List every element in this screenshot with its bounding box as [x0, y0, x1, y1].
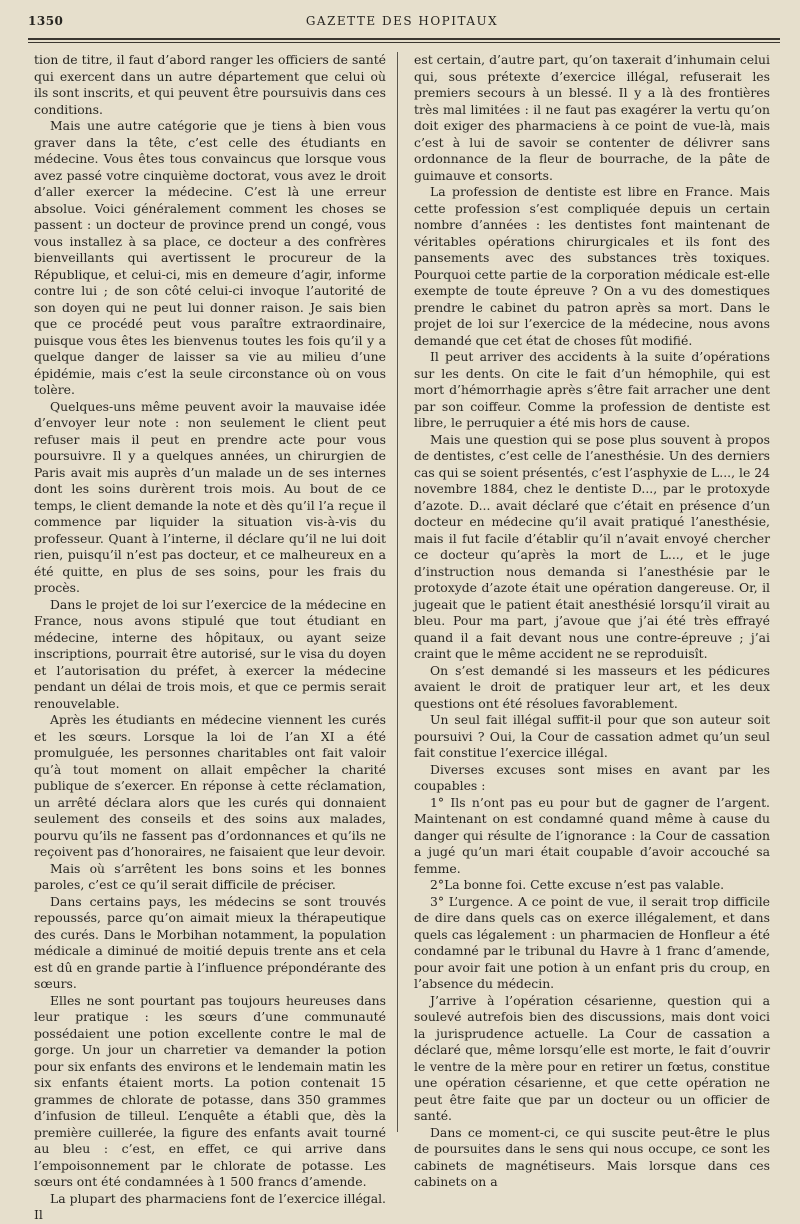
paragraph: Dans certains pays, les médecins se sont trouvés repoussés, parce qu’on aimait mieux la thérapeutique des curés. Dans le Morbihan notamment, la population médicale a diminué de moitié depuis trente ans et cela est dû en grande partie à l’influence prépondérante des sœurs. [34, 893, 386, 991]
paragraph: J’arrive à l’opération césarienne, question qui a soulevé autrefois bien des discussions, mais dont voici la jurisprudence actuelle. La Cour de cassation a déclaré que, même lorsqu’elle est morte, le fait d’ouvrir le ventre de la mère pour en retirer un fœtus, constitue une opération césarienne, et que cette opération ne peut être faite que par un docteur ou un officier de santé. [414, 992, 770, 1123]
paragraph: tion de titre, il faut d’abord ranger les officiers de santé qui exercent dans un autre département que celui où ils sont inscrits, et qui peuvent être poursuivis dans ces conditions. [34, 52, 386, 117]
publication-title: GAZETTE DES HOPITAUX [305, 14, 499, 28]
paragraph: Dans ce moment-ci, ce qui suscite peut-être le plus de poursuites dans le sens qui nous occupe, ce sont les cabinets de magnétiseurs. Mais lorsque dans ces cabinets on a [414, 1124, 770, 1189]
column-divider [397, 52, 398, 1132]
paragraph: Quelques-uns même peuvent avoir la mauvaise idée d’envoyer leur note : non seulement le client peut refuser mais il peut en prendre acte pour vous poursuivre. Il y a quelques années, un chirurgien de Paris avait mis auprès d’un malade un de ses internes dont les soins durèrent trois mois. Au bout de ce temps, le client demande la note et dès qu’il l’a reçue il commence par liquider la situation vis-à-vis du professeur. Quant à l’interne, il déclare qu’il ne lui doit rien, puisqu’il n’est pas docteur, et ce malheureux en a été quitte, en plus de ses soins, pour les frais du procès. [34, 398, 386, 595]
paragraph: 1° Ils n’ont pas eu pour but de gagner de l’argent. Maintenant on est condamné quand même à cause du danger qui résulte de l’ignorance : la Cour de cassation a jugé qu’un mari était coupable d’avoir accouché sa femme. [414, 794, 770, 876]
left-column [34, 52, 386, 1222]
paragraph: Elles ne sont pourtant pas toujours heureuses dans leur pratique : les sœurs d’une communauté possédaient une potion excellente contre le mal de gorge. Un jour un charretier va demander la potion pour six enfants des environs et le lendemain matin les six enfants étaient morts. La potion contenait 15 grammes de chlorate de potasse, dans 350 grammes d’infusion de tilleul. L’enquête a établi que, dès la première cuillerée, la figure des enfants avait tourné au bleu : c’est, en effet, ce qui arrive dans l’empoisonnement par le chlorate de potasse. Les sœurs ont été condamnées à 1 500 francs d’amende. [34, 992, 386, 1189]
paragraph: On s’est demandé si les masseurs et les pédicures avaient le droit de pratiquer leur art, et les deux questions ont été résolues favorablement. [414, 662, 770, 711]
page-number: 1350 [28, 14, 64, 28]
paragraph: Dans le projet de loi sur l’exercice de la médecine en France, nous avons stipulé que tout étudiant en médecine, interne des hôpitaux, ou ayant seize inscriptions, pourrait être autorisé, sur le visa du doyen et l’autorisation du préfet, à exercer la médecine pendant un délai de trois mois, et que ce permis serait renouvelable. [34, 596, 386, 711]
paragraph: 2°La bonne foi. Cette excuse n’est pas valable. [430, 877, 725, 892]
paragraph: Mais une autre catégorie que je tiens à bien vous graver dans la tête, c’est celle des étudiants en médecine. Vous êtes tous convaincus que lorsque vous avez passé votre cinquième doctorat, vous avez le droit d’aller exercer la médecine. C’est là une erreur absolue. Voici généralement comment les choses se passent : un docteur de province prend un congé, vous vous installez à sa place, ce docteur a des confrères bienveillants qui avertissent le procureur de la République, et celui-ci, mis en demeure d’agir, informe contre lui ; de son côté celui-ci invoque l’autorité de son doyen qui ne peut lui donner raison. Je sais bien que ce procédé peut vous paraître extraordinaire, puisque vous êtes les bienvenus toutes les fois qu’il y a quelque danger de laisser sa vie au milieu d’une épidémie, mais c’est la seule circonstance où on vous tolère. [34, 118, 386, 397]
paragraph: Après les étudiants en médecine viennent les curés et les sœurs. Lorsque la loi de l’an XI a été promulguée, les personnes charitables ont fait valoir qu’à tout moment on allait empêcher la charité publique de s’exercer. En réponse à cette réclamation, un arrêté déclara alors que les curés qui donnaient seulement des conseils et des soins aux malades, pourvu qu’ils ne fassent pas d’ordonnances et qu’ils ne reçoivent pas d’honoraires, ne faisaient que leur devoir. [34, 712, 386, 859]
paragraph: Mais où s’arrêtent les bons soins et les bonnes paroles, c’est ce qu’il serait difficile de préciser. [34, 860, 386, 892]
paragraph: Il peut arriver des accidents à la suite d’opérations sur les dents. On cite le fait d’un hémophile, qui est mort d’hémorrhagie après s’être fait arracher une dent par son coiffeur. Comme la profession de dentiste est libre, le perruquier a été mis hors de cause. [414, 349, 770, 430]
header-rule-thin [28, 42, 780, 43]
paragraph: Mais une question qui se pose plus souvent à propos de dentistes, c’est celle de l’anesthésie. Un des derniers cas qui se soient présentés, c’est l’asphyxie de L..., le 24 novembre 1884, chez le dentiste D..., par le protoxyde d’azote. D... avait déclaré que c’était en présence d’un docteur en médecine qu’il avait pratiqué l’anesthésie, mais il fut facile d’établir qu’il n’avait envoyé chercher ce docteur qu’après la mort de L..., et le juge d’instruction nous demanda si l’anesthésie par le protoxyde d’azote était une opération dangereuse. Or, il jugeait que le patient était anesthésié lorsqu’il virait au bleu. Pour ma part, j’avoue que j’ai été très effrayé quand il a fait devant nous une contre-épreuve ; j’ai craint que le même accident ne se reproduisît. [414, 431, 770, 661]
paragraph: La profession de dentiste est libre en France. Mais cette profession s’est compliquée depuis un certain nombre d’années : les dentistes font maintenant de véritables opérations chirurgicales et ils font des pansements avec des substances très toxiques. Pourquoi cette partie de la corporation médicale est-elle exempte de toute épreuve ? On a vu des domestiques prendre le cabinet du patron après sa mort. Dans le projet de loi sur l’exercice de la médecine, nous avons demandé que cet état de choses fût modifié. [414, 184, 770, 348]
paragraph: est certain, d’autre part, qu’on taxerait d’inhumain celui qui, sous prétexte d’exercice illégal, refuserait les premiers secours à un blessé. Il y a là des frontières très mal limitées : il ne faut pas exagérer la vertu qu’on doit exiger des pharmaciens à ce point de vue-là, mais c’est à lui de savoir se contenter de délivrer sans ordonnance de la fleur de bourrache, de la pâte de guimauve et consorts. [414, 52, 770, 183]
paragraph: Un seul fait illégal suffit-il pour que son auteur soit poursuivi ? Oui, la Cour de cassation admet qu’un seul fait constitue l’exercice illégal. [414, 712, 770, 760]
paragraph: La plupart des pharmaciens font de l’exercice illégal. Il [34, 1190, 386, 1222]
right-column [414, 52, 770, 1189]
paragraph: 3° L’urgence. A ce point de vue, il serait trop difficile de dire dans quels cas on exerce illégalement, et dans quels cas légalement : un pharmacien de Honfleur a été condamné par le tribunal du Havre à 1 franc d’amende, pour avoir fait une potion à un enfant pris du croup, en l’absence du médecin. [414, 893, 770, 991]
page-header [28, 14, 776, 36]
header-rule [28, 38, 780, 40]
paragraph: Diverses excuses sont mises en avant par les coupables : [414, 761, 770, 793]
